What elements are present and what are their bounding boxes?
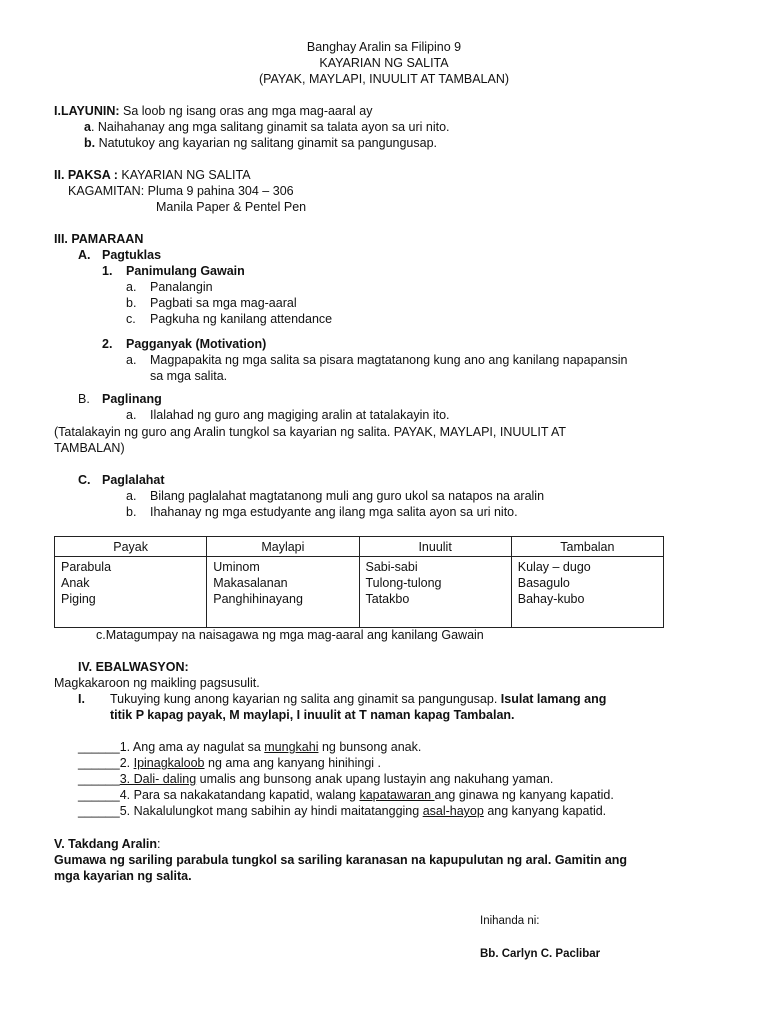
ebalwasyon-intro: Magkakaroon ng maikling pagsusulit. (54, 676, 260, 690)
kagamitan-line: KAGAMITAN: Pluma 9 pahina 304 – 306 (68, 184, 294, 198)
table-cell: Uminom Makasalanan Panghihinayang (207, 557, 359, 628)
paglinang-note: (Tatalakayin ng guro ang Aralin tungkol sa kayarian ng salita. PAYAK, MAYLAPI, INUULIT AT (54, 425, 567, 439)
table-header-cell: Tambalan (511, 537, 663, 557)
quiz-item: ______2. Ipinagkaloob ng ama ang kanyang hinihingi . (78, 756, 382, 770)
ebalwasyon-heading: IV. EBALWASYON: (78, 660, 189, 674)
quiz-item: ______3. Dali- daling umalis ang bunsong anak upang lustayin ang nakuhang yaman. (78, 772, 554, 786)
underlined-word: kapatawaran (359, 788, 435, 802)
layunin-line (54, 104, 372, 119)
author-name: Bb. Carlyn C. Paclibar (480, 948, 601, 960)
panimulang-gawain-heading: 1. Panimulang Gawain (102, 264, 245, 278)
word-classification-table (54, 536, 664, 628)
list-item: c. Pagkuha ng kanilang attendance (126, 312, 333, 326)
paksa-line: II. PAKSA : KAYARIAN NG SALITA (54, 168, 251, 182)
quiz-item: ______4. Para sa nakakatandang kapatid, walang kapatawaran ang ginawa ng kanyang kapatid. (78, 788, 614, 802)
table-cell: Sabi-sabi Tulong-tulong Tatakbo (359, 557, 511, 628)
list-item: a. Ilalahad ng guro ang magiging aralin at tatalakayin ito. (126, 408, 450, 422)
table-cell: Parabula Anak Piging (55, 557, 207, 628)
list-item: a. Magpapakita ng mga salita sa pisara magtatanong kung ano ang kanilang napapansin (126, 353, 628, 367)
takdang-aralin-text-continued: mga kayarian ng salita. (54, 869, 192, 883)
pagganyak-heading: 2. Pagganyak (Motivation) (102, 337, 267, 351)
takdang-aralin-heading: V. Takdang Aralin: (54, 837, 161, 851)
lesson-topic: KAYARIAN NG SALITA (319, 56, 449, 70)
paglinang-note-continued: TAMBALAN) (54, 441, 125, 455)
list-item: a. Bilang paglalahat magtatanong muli ang guro ukol sa natapos na aralin (126, 489, 545, 503)
layunin-intro: Sa loob ng isang oras ang mga mag-aaral ay (119, 104, 373, 118)
list-item: b. Ihahanay ng mga estudyante ang ilang mga salita ayon sa uri nito. (126, 505, 518, 519)
takdang-aralin-text: Gumawa ng sariling parabula tungkol sa sariling karanasan na kapupulutan ng aral. Gamitin ang (54, 853, 628, 867)
ebalwasyon-instruction-continued: titik P kapag payak, M maylapi, I inuulit at T naman kapag Tambalan. (110, 708, 515, 722)
pamaraan-heading: III. PAMARAAN (54, 232, 144, 246)
underlined-word: mungkahi (264, 740, 319, 754)
pagtuklas-heading: A. Pagtuklas (78, 248, 162, 262)
layunin-heading: I.LAYUNIN: (54, 104, 120, 118)
list-item: b. Pagbati sa mga mag-aaral (126, 296, 297, 310)
paglinang-heading: B. Paglinang (78, 392, 162, 406)
table-header-row (55, 537, 664, 557)
table-header-cell: Maylapi (207, 537, 359, 557)
table-row (55, 557, 664, 628)
underlined-word: asal-hayop (422, 804, 484, 818)
layunin-item-a: a. Naihahanay ang mga salitang ginamit sa talata ayon sa uri nito. (84, 120, 450, 134)
list-item: a. Panalangin (126, 280, 213, 294)
list-item: c.Matagumpay na naisagawa ng mga mag-aaral ang kanilang Gawain (96, 628, 484, 642)
quiz-item: ______1. Ang ama ay nagulat sa mungkahi ng bunsong anak. (78, 740, 422, 754)
paksa-heading: II. PAKSA : (54, 168, 118, 182)
underlined-word: Ipinagkaloob (133, 756, 205, 770)
prepared-by-label: Inihanda ni: (480, 915, 540, 927)
paglalahat-heading: C. Paglalahat (78, 473, 165, 487)
quiz-item: ______5. Nakalulungkot mang sabihin ay hindi maitatangging asal-hayop ang kanyang kapatid. (78, 804, 607, 818)
table-cell: Kulay – dugo Basagulo Bahay-kubo (511, 557, 663, 628)
ebalwasyon-instruction: I. Tukuying kung anong kayarian ng salita ang ginamit sa pangungusap. Isulat lamang ang (78, 692, 607, 706)
table-header-cell: Inuulit (359, 537, 511, 557)
table-header-cell: Payak (55, 537, 207, 557)
list-item-continued: sa mga salita. (150, 369, 228, 383)
layunin-item-b: b. Natutukoy ang kayarian ng salitang ginamit sa pangungusap. (84, 136, 438, 150)
lesson-subtopic: (PAYAK, MAYLAPI, INUULIT AT TAMBALAN) (258, 72, 510, 86)
underlined-word: 3. Dali- daling (119, 772, 197, 786)
document-title: Banghay Aralin sa Filipino 9 (306, 40, 462, 54)
kagamitan-materials: Manila Paper & Pentel Pen (156, 200, 307, 214)
